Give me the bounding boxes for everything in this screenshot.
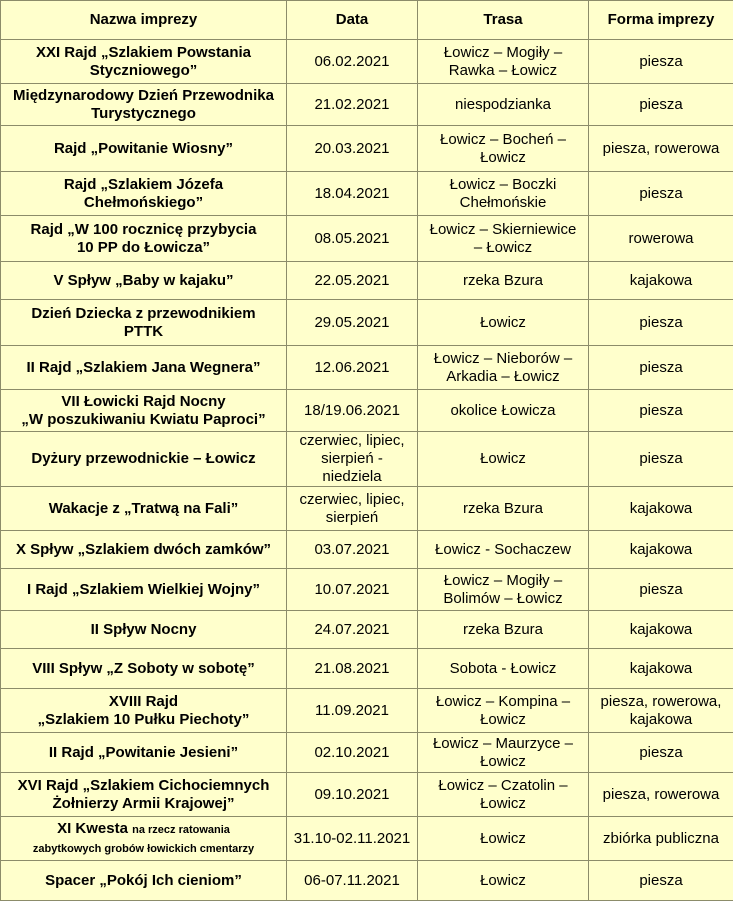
event-name [1,172,287,216]
event-name [1,432,287,487]
table-row [1,861,733,901]
event-name-text: II Rajd „Powitanie Jesieni” [49,744,238,761]
event-date: 18.04.2021 [287,172,418,216]
event-route: Łowicz – Mogiły – Bolimów – Łowicz [418,569,589,611]
event-route: Łowicz – Maurzyce – Łowicz [418,733,589,773]
table-row [1,649,733,689]
event-form: kajakowa [589,531,733,569]
event-route: rzeka Bzura [418,487,589,531]
event-date: 18/19.06.2021 [287,390,418,432]
event-date: 10.07.2021 [287,569,418,611]
table-row [1,569,733,611]
header-form: Forma imprezy [589,1,733,40]
event-name [1,861,287,901]
event-form: piesza, rowerowa [589,773,733,817]
event-name-text: Rajd „W 100 rocznicę przybycia 10 PP do Łowicza” [31,221,257,256]
event-name-note: na rzecz ratowania zabytkowych grobów łowickich cmentarzy [33,824,254,855]
event-name-text: XXI Rajd „Szlakiem Powstania Styczniowego” [36,44,251,79]
event-form: kajakowa [589,649,733,689]
header-row [1,1,733,40]
event-route: Łowicz [418,861,589,901]
event-form: rowerowa [589,216,733,262]
event-date: 21.02.2021 [287,84,418,126]
table-row [1,611,733,649]
event-date: 09.10.2021 [287,773,418,817]
event-name [1,611,287,649]
header-route: Trasa [418,1,589,40]
event-name [1,531,287,569]
event-date: 20.03.2021 [287,126,418,172]
table-row [1,172,733,216]
event-name-text: X Spływ „Szlakiem dwóch zamków” [16,541,271,558]
event-route: okolice Łowicza [418,390,589,432]
event-route: Łowicz – Czatolin – Łowicz [418,773,589,817]
table-body [1,40,733,901]
event-route: Łowicz – Bocheń – Łowicz [418,126,589,172]
event-form: piesza, rowerowa, kajakowa [589,689,733,733]
event-date: 29.05.2021 [287,300,418,346]
event-name [1,569,287,611]
event-name-text: VII Łowicki Rajd Nocny „W poszukiwaniu Kwiatu Paproci” [21,393,265,428]
header-name: Nazwa imprezy [1,1,287,40]
event-name-text: Spacer „Pokój Ich cieniom” [45,872,242,889]
event-name-text: VIII Spływ „Z Soboty w sobotę” [32,660,255,677]
event-date: czerwiec, lipiec, sierpień - niedziela [287,432,418,487]
table-row [1,432,733,487]
event-name-text: II Spływ Nocny [91,621,197,638]
event-form: piesza, rowerowa [589,126,733,172]
event-name [1,817,287,861]
event-route: Łowicz - Sochaczew [418,531,589,569]
event-name [1,216,287,262]
event-route: Łowicz [418,300,589,346]
table-row [1,262,733,300]
table-row [1,346,733,390]
event-form: piesza [589,346,733,390]
event-form: kajakowa [589,487,733,531]
table-row [1,689,733,733]
event-name-text: I Rajd „Szlakiem Wielkiej Wojny” [27,581,260,598]
event-name [1,262,287,300]
table-row [1,531,733,569]
table-row [1,733,733,773]
event-date: 21.08.2021 [287,649,418,689]
event-form: piesza [589,84,733,126]
event-name [1,390,287,432]
event-form: kajakowa [589,262,733,300]
event-date: czerwiec, lipiec, sierpień [287,487,418,531]
event-name-text: Dyżury przewodnickie – Łowicz [31,450,255,467]
event-name [1,487,287,531]
event-route: Łowicz – Nieborów – Arkadia – Łowicz [418,346,589,390]
event-name-text: V Spływ „Baby w kajaku” [53,272,233,289]
event-form: kajakowa [589,611,733,649]
event-form: piesza [589,172,733,216]
table-row [1,84,733,126]
table-row [1,300,733,346]
event-date: 31.10-02.11.2021 [287,817,418,861]
table-row [1,216,733,262]
event-date: 22.05.2021 [287,262,418,300]
event-name-text: Międzynarodowy Dzień Przewodnika Turystycznego [13,87,274,122]
event-route: rzeka Bzura [418,262,589,300]
event-route: niespodzianka [418,84,589,126]
event-name-text: Rajd „Powitanie Wiosny” [54,140,233,157]
event-date: 06.02.2021 [287,40,418,84]
event-date: 03.07.2021 [287,531,418,569]
event-route: rzeka Bzura [418,611,589,649]
table-row [1,487,733,531]
event-route: Łowicz – Boczki Chełmońskie [418,172,589,216]
event-name [1,733,287,773]
event-date: 06-07.11.2021 [287,861,418,901]
event-name [1,84,287,126]
event-route: Łowicz – Mogiły – Rawka – Łowicz [418,40,589,84]
event-form: piesza [589,432,733,487]
event-form: piesza [589,390,733,432]
event-name [1,346,287,390]
header-date: Data [287,1,418,40]
table-row [1,390,733,432]
event-name-text: Wakacje z „Tratwą na Fali” [49,500,239,517]
event-date: 12.06.2021 [287,346,418,390]
event-form: piesza [589,861,733,901]
event-form: piesza [589,300,733,346]
event-route: Łowicz – Kompina – Łowicz [418,689,589,733]
event-name-text: Rajd „Szlakiem Józefa Chełmońskiego” [64,176,223,211]
event-name [1,126,287,172]
event-name [1,689,287,733]
event-name [1,300,287,346]
table-row [1,817,733,861]
event-name [1,649,287,689]
event-form: zbiórka publiczna [589,817,733,861]
table-row [1,773,733,817]
event-name-text: XVI Rajd „Szlakiem Cichociemnych Żołnierzy Armii Krajowej” [18,777,270,812]
event-name-text: II Rajd „Szlakiem Jana Wegnera” [27,359,261,376]
event-form: piesza [589,569,733,611]
event-date: 24.07.2021 [287,611,418,649]
event-name-text: XVIII Rajd „Szlakiem 10 Pułku Piechoty” [38,693,250,728]
event-date: 11.09.2021 [287,689,418,733]
event-form: piesza [589,733,733,773]
event-date: 02.10.2021 [287,733,418,773]
event-route: Łowicz [418,817,589,861]
event-form: piesza [589,40,733,84]
event-name-text: XI Kwesta [57,820,128,837]
event-date: 08.05.2021 [287,216,418,262]
event-name [1,773,287,817]
event-route: Sobota - Łowicz [418,649,589,689]
event-route: Łowicz [418,432,589,487]
table-row [1,126,733,172]
table-row [1,40,733,84]
event-name [1,40,287,84]
event-route: Łowicz – Skierniewice – Łowicz [418,216,589,262]
event-name-text: Dzień Dziecka z przewodnikiem PTTK [31,305,255,340]
